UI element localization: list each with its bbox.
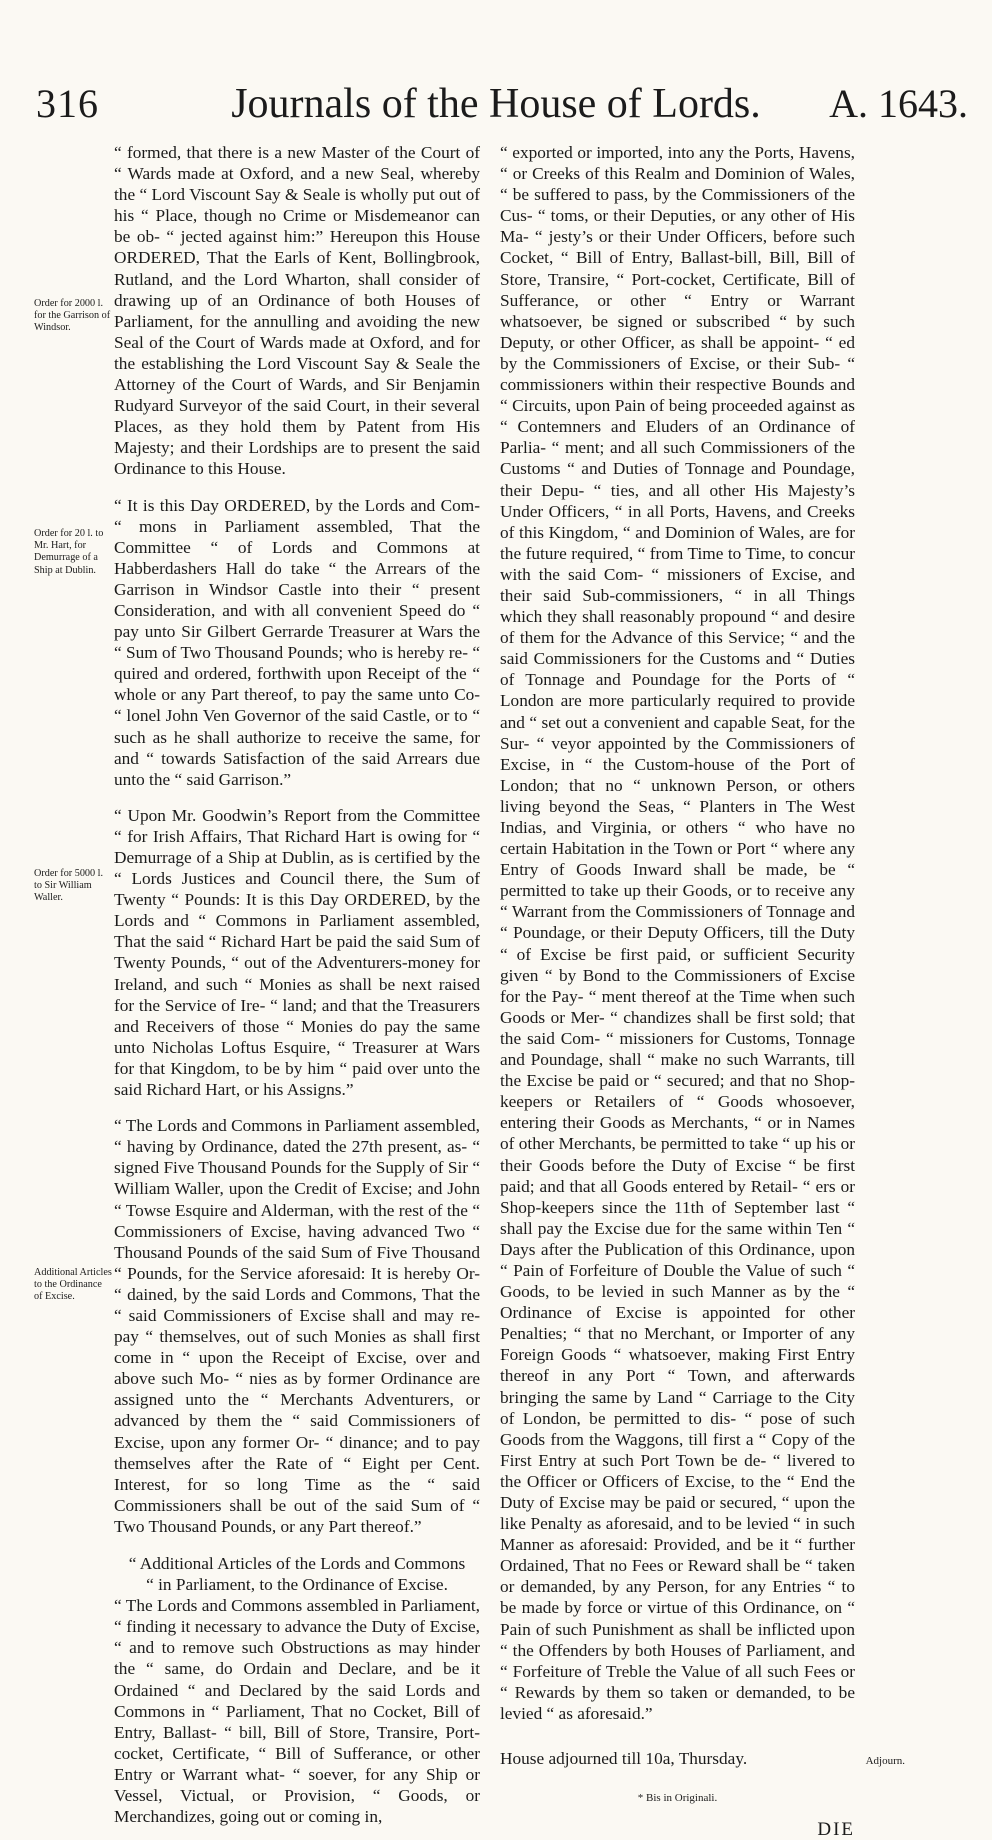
margin-note-hart: Order for 20 l. to Mr. Hart, for Demurrage of a Ship at Dublin. [34, 528, 104, 576]
paragraph-excise-continued: “ exported or imported, into any the Ports, Havens, “ or Creeks of this Realm and Dominion of Wales, “ be suffered to pass, by the Commissioners of the Cus- “ toms, or their Deputies, or any other of His Ma- “ jesty’s or their Under Officers, before such Cocket, “ Bill of Entry, Ballast-bill, Bill, Bill of Store, Transire, “ Port-cocket, Certificate, Bill of Sufferance, or other “ Entry or Warrant whatsoever, be signed or subscribed “ by such Deputy, or other Officer, as shall be appoint- “ ed by the Commissioners of Excise, or their Sub- “ commissioners within their respective Bounds and “ Circuits, upon Pain of being proceeded against as “ Contemners and Eluders of an Ordinance of Parlia- “ ment; and all such Commissioners of the Customs “ and Duties of Tonnage and Poundage, their Depu- “ ties, and all other His Majesty’s Under Officers, “ in all Ports, Havens, and Creeks of this Kingdom, “ and Dominion of Wales, are for the future required, “ from Time to Time, to concur with the said Com- “ missioners of Excise, and their said Sub-commissioners, “ in all Things which they shall reasonably propound “ and desire of them for the Advance of this Service; “ and the said Commissioners for the Customs and “ Duties of Tonnage and Poundage for the Ports of “ London are more particularly required to provide and “ set out a convenient and capable Seat, for the Sur- “ veyor appointed by the Commissioners of Excise, in “ the Custom-house of the Port of London; that no “ unknown Person, or others living beyond the Seas, “ Planters in The West Indias, and Virginia, or others “ who have no certain Habitation in the Town or Port “ where any Entry of Goods Inward shall be made, be “ permitted to take up their Goods, or to receive any “ Warrant from the Commissioners of Tonnage and “ Poundage, or their Deputy Officers, till the Duty “ of Excise be first paid, or sufficient Security given “ by Bond to the Commissioners of Excise for the Pay- “ ment thereof at the Time when such Goods or Mer- “ chandizes shall be first sold; that the said Com- “ missioners for Customs, Tonnage and Poundage, shall “ make no such Warrants, till the Excise be paid or “ secured; and that no Shop-keepers or Retailers of “ Goods whosoever, entering their Goods as Merchants, “ or in Names of other Merchants, be permitted to take “ up his or their Goods before the Duty of Excise “ be first paid; and that all Goods entered by Retail- “ ers or Shop-keepers since the 11th of September last “ shall pay the Excise due for the same within Ten “ Days after the Publication of this Ordinance, upon “ Pain of Forfeiture of Double the Value of such “ Goods, to be levied in such Manner as by the “ Ordinance of Excise is appointed for other Penalties; “ that no Merchant, or Importer of any Foreign Goods “ whatsoever, making First Entry thereof in any Port “ Town, and afterwards bringing the same by Land “ Carriage to the City of London, be permitted to dis- “ pose of such Goods from the Waggons, till first a “ Copy of the First Entry at such Port Town be de- “ livered to the Officer or Officers of Excise, to the “ End the Duty of Excise may be paid or secured, “ upon the like Penalty as aforesaid, and to be levied “ in such Manner as aforesaid: Provided, and be it “ further Ordained, That no Fees or Reward shall be “ taken or demanded, by any Person, for any Entries “ to be made by force or virtue of this Ordinance, on “ Pain of such Punishment as shall be inflicted upon “ the Offenders by both Houses of Parliament, and “ Forfeiture of Treble the Value of all such Fees or “ Rewards by them so taken or demanded, to be levied “ as aforesaid.” [500, 143, 855, 1723]
margin-note-excise: Additional Articles to the Ordinance of Excise. [34, 1267, 112, 1303]
paragraph-richard-hart: “ Upon Mr. Goodwin’s Report from the Committee “ for Irish Affairs, That Richard Hart is owing for “ Demurrage of a Ship at Dublin, as is certified by the “ Lords Justices and Council there, the Sum of Twenty “ Pounds: It is this Day ORDERED, by the Lords and “ Commons in Parliament assembled, That the said “ Richard Hart be paid the said Sum of Twenty Pounds, “ out of the Adventurers-money for Ireland, and such “ Monies as shall be next raised for the Service of Ire- “ land; and that the Treasurers and Receivers of those “ Monies do pay the same unto Nicholas Loftus Esquire, “ Treasurer at Wars for that Kingdom, to be by him “ paid over unto the said Richard Hart, or his Assigns.” [114, 805, 480, 1100]
left-column [114, 142, 480, 1827]
right-column [500, 142, 905, 1840]
page-number: 316 [36, 81, 99, 126]
adjournment-margin-note: Adjourn. [865, 1755, 905, 1768]
margin-note-windsor: Order for 2000 l. for the Garrison of Windsor. [34, 298, 111, 334]
page-title: Journals of the House of Lords. [231, 81, 761, 127]
paragraph-windsor-garrison: “ It is this Day ORDERED, by the Lords and Com- “ mons in Parliament assembled, That the Committee “ of Lords and Commons at Habberdashers Hall do take “ the Arrears of the Garrison in Windsor Castle into their “ present Consideration, and with all convenient Speed do “ pay unto Sir Gilbert Gerrarde Treasurer at Wars the “ Sum of Two Thousand Pounds; who is hereby re- “ quired and ordered, forthwith upon Receipt of the “ whole or any Part thereof, to pay the same unto Co- “ lonel John Ven Governor of the said Castle, or to “ such as he shall authorize to receive the same, for and “ towards Satisfaction of the said Arrears due unto the “ said Garrison.” [114, 495, 480, 789]
catchword: DIE [817, 1819, 855, 1840]
margin-note-waller: Order for 5000 l. to Sir William Waller. [34, 868, 104, 904]
paragraph-william-waller: “ The Lords and Commons in Parliament assembled, “ having by Ordinance, dated the 27th present, as- “ signed Five Thousand Pounds for the Supply of Sir “ William Waller, upon the Credit of Excise; and John “ Towse Esquire and Alderman, with the rest of the “ Commissioners of Excise, having advanced Two “ Thousand Pounds of the said Sum of Five Thousand “ Pounds, for the Service aforesaid: It is hereby Or- “ dained, by the said Lords and Commons, That the “ said Commissioners of Excise shall and may re-pay “ themselves, out of such Monies as shall first come in “ upon the Receipt of Excise, over and above such Mo- “ nies as by former Ordinance are assigned unto the “ Merchants Adventurers, or advanced by them the “ said Commissioners of Excise, upon any former Or- “ dinance; and to pay themselves after the Rate of “ Eight per Cent. Interest, for so long Time as the “ said Commissioners shall be out of the said Sum of “ Two Thousand Pounds, or any Part thereof.” [114, 1116, 480, 1536]
paragraph-excise-start: “ The Lords and Commons assembled in Parliament, “ finding it necessary to advance the Duty of Excise, “ and to remove such Obstructions as may hinder the “ same, do Ordain and Declare, and be it Ordained “ and Declared by the said Lords and Commons in “ Parliament, That no Cocket, Bill of Entry, Ballast- “ bill, Bill of Store, Transire, Port-cocket, Certificate, “ Bill of Sufferance, or other Entry or Warrant what- “ soever, for any Ship or Vessel, Victual, or Provision, “ Goods, or Merchandizes, going out or coming in, [114, 1596, 480, 1827]
section-heading-excise: “ Additional Articles of the Lords and Commons “ in Parliament, to the Ordinance of Excise. [128, 1554, 466, 1595]
page-year: A. 1643. [829, 81, 968, 126]
footnote: * Bis in Originali. [637, 1792, 718, 1805]
adjournment-line [500, 1748, 905, 1772]
page-header [0, 80, 992, 140]
paragraph-court-of-wards: “ formed, that there is a new Master of the Court of “ Wards made at Oxford, and a new Seal, whereby the “ Lord Viscount Say & Seale is wholly put out of his “ Place, though no Crime or Misdemeanor can be ob- “ jected against him:” Hereupon this House ORDERED, That the Earls of Kent, Bollingbrook, Rutland, and the Lord Wharton, shall consider of drawing up of an Ordinance of both Houses of Parliament, for the annulling and avoiding the new Seal of the Court of Wards made at Oxford, and for the establishing the Lord Viscount Say & Seale the Attorney of the Court of Wards, and Sir Benjamin Rudyard Surveyor of the said Court, in their several Places, as they hold them by Patent from His Majesty; and their Lordships are to present the said Ordinance to this House. [114, 143, 480, 479]
adjournment-text: House adjourned till 10a, Thursday. [500, 1749, 748, 1769]
